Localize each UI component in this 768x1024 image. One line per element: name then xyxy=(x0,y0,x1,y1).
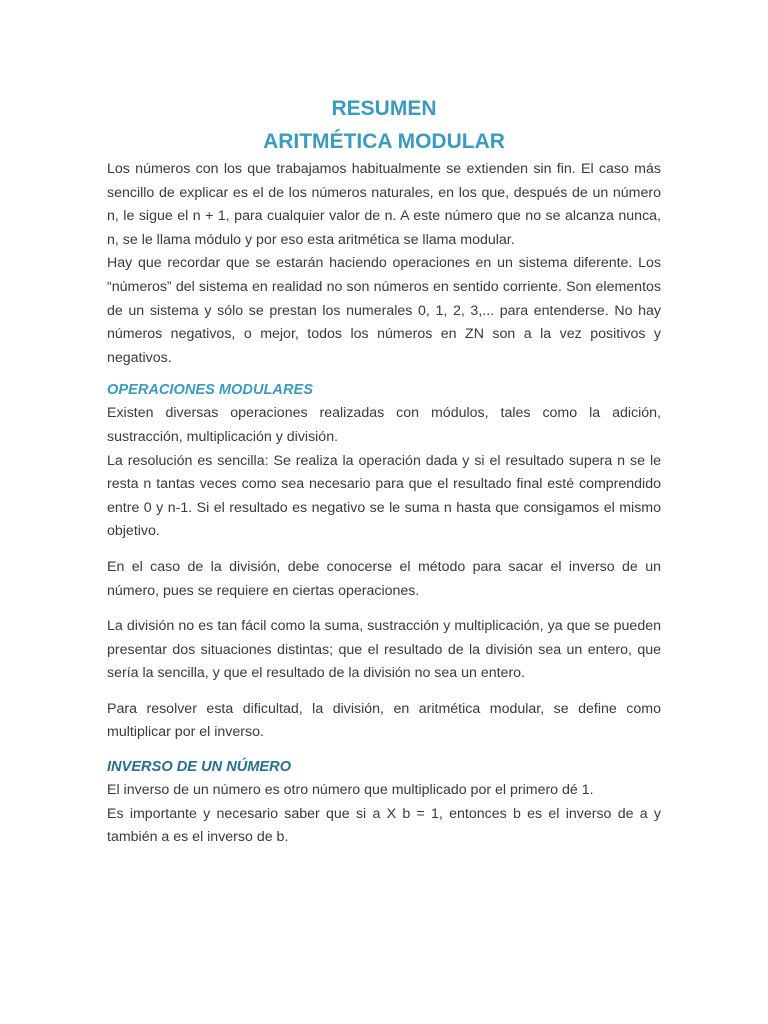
section-heading-inverso: INVERSO DE UN NÚMERO xyxy=(107,759,292,776)
intro-paragraph-2: Hay que recordar que se estarán haciendo operaciones en un sistema diferente. Los “números” del sistema en realidad no son números en sentido corriente. Son elementos de un sistema y sólo se prestan los numerales 0, 1, 2, 3,... para entenderse. No hay números negativos, o mejor, todos los números en ZN son a la vez positivos y negativos. xyxy=(107,255,661,366)
operaciones-paragraph-5: Para resolver esta dificultad, la división, en aritmética modular, se define como multiplicar por el inverso. xyxy=(107,700,661,741)
operaciones-paragraph-1: Existen diversas operaciones realizadas con módulos, tales como la adición, sustracción, multiplicación y división. xyxy=(107,405,661,445)
document-title xyxy=(107,92,661,158)
intro-paragraph-1: Los números con los que trabajamos habitualmente se extienden sin fin. El caso más sencillo de explicar es el de los números naturales, en los que, después de un número n, le sigue el n + 1, para cualquier valor de n. A este número que no se alcanza nunca, n, se le llama módulo y por eso esta aritmética se llama modular. xyxy=(107,161,661,248)
operaciones-paragraph-4: La división no es tan fácil como la suma, sustracción y multiplicación, ya que se pueden presentar dos situaciones distintas; que el resultado de la división sea un entero, que sería la sencilla, y que el resultado de la división no sea un entero. xyxy=(107,618,661,682)
title-line-2: ARITMÉTICA MODULAR xyxy=(263,130,505,153)
title-line-1: RESUMEN xyxy=(331,97,437,120)
section-heading-operaciones: OPERACIONES MODULARES xyxy=(107,382,313,399)
operaciones-paragraph-3: En el caso de la división, debe conocerse el método para sacar el inverso de un número, pues se requiere en ciertas operaciones. xyxy=(107,558,661,599)
document-page xyxy=(107,92,661,850)
inverso-paragraph-1: El inverso de un número es otro número que multiplicado por el primero dé 1. xyxy=(107,782,594,799)
inverso-paragraph-2: Es importante y necesario saber que si a X b = 1, entonces b es el inverso de a y también a es el inverso de b. xyxy=(107,805,661,846)
operaciones-paragraph-2: La resolución es sencilla: Se realiza la operación dada y si el resultado supera n se le resta n tantas veces como sea necesario para que el resultado final esté comprendido entre 0 y n-1. Si el resultado es negativo se le suma n hasta que consigamos el mismo objetivo. xyxy=(107,452,661,540)
